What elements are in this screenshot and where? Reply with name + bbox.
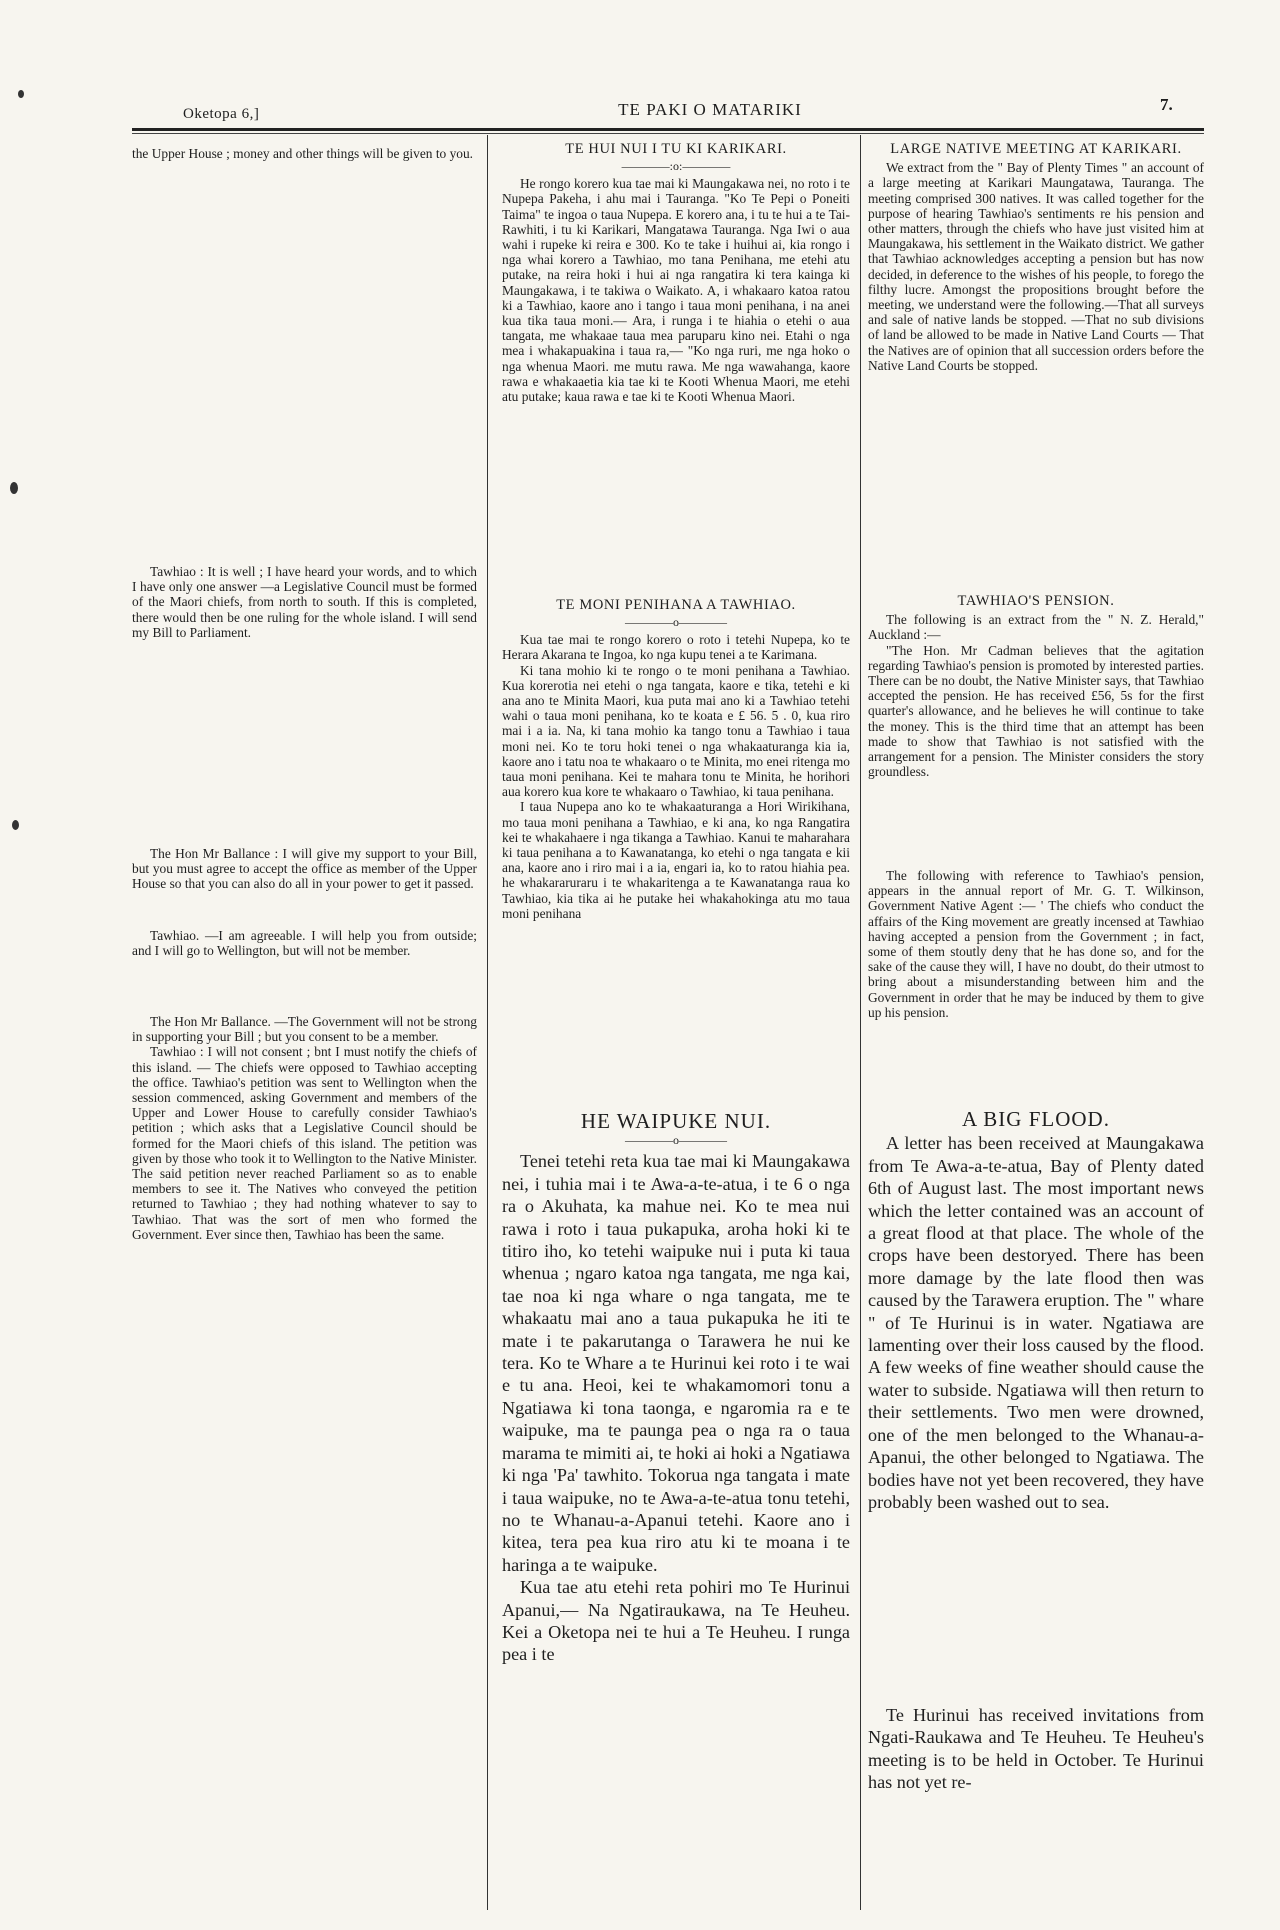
col1-paragraph: Tawhiao : I will not consent ; bnt I must notify the chiefs of this island. — The chiefs were opposed to Tawhiao accepting the office. Tawhiao's petition was sent to Wellington when the session commenced, asking Government and members of the Upper and Lower House to carefully consider Tawhiao's petition ; which asks that a Legislative Council should be formed for the Maori chiefs of this island. The petition was given by those who took it to Wellington to the Native Minister. The said petition never reached Parliament so as to enable members to see it. The Natives who conveyed the petition returned to Tawhiao ; they had nothing whatever to say to Tawhiao. That was the sort of men who formed the Government. Ever since then, Tawhiao has been the same. (132, 1044, 477, 1242)
article-heading: TE HUI NUI I TU KI KARIKARI. (565, 141, 787, 157)
col3-paragraph: "The Hon. Mr Cadman believes that the agitation regarding Tawhiao's pension is promoted by interested parties. There can be no doubt, the Native Minister says, that Tawhiao accepted the pension. He has received £56, 5s for the first quarter's allowance, and he believes he will continue to take the money. This is the third time that an attempt has been made to show that Tawhiao is not satisfied with the arrangement for a pension. The Minister considers the story groundless. (868, 642, 1204, 780)
margin-speck (12, 820, 19, 830)
ornament-rule: ————o———— (625, 1133, 727, 1148)
margin-speck (18, 90, 24, 98)
column-divider-2 (860, 135, 861, 1910)
col3-paragraph: We extract from the " Bay of Plenty Times " an account of a large meeting at Karikari Maungatawa, Tauranga. The meeting comprised 300 natives. It was called together for the purpose of hearing Tawhiao's sentiments re his pension and other matters, through the chiefs who have just visited him at Maungakawa, his settlement in the Waikato district. We gather that Tawhiao acknowledges accepting a pension but has now decided, in deference to the wishes of his people, to forego the filthy lucre. Amongst the propositions brought before the meeting, we understand were the following.—That all surveys and sale of native lands be stopped. —That no sub divisions of land be allowed to be made in Native Land Courts — That the Natives are of opinion that all succession orders before the Native Land Courts be stopped. (868, 160, 1204, 373)
ornament-rule: ————o———— (625, 615, 727, 630)
masthead-title: TE PAKI O MATARIKI (618, 100, 802, 119)
margin-speck (10, 482, 18, 494)
page-date: Oketopa 6,] (183, 106, 260, 122)
col3-paragraph: The following is an extract from the " N. Z. Herald," Auckland :— (868, 612, 1204, 643)
article-heading: TAWHIAO'S PENSION. (957, 593, 1115, 609)
article-heading: TE MONI PENIHANA A TAWHIAO. (556, 597, 796, 613)
column-3 (868, 142, 1204, 1912)
column-1 (132, 146, 477, 1906)
col3-paragraph: The following with reference to Tawhiao's pension, appears in the annual report of Mr. G. T. Wilkinson, Government Native Agent :— ' The chiefs who conduct the affairs of the King movement are greatly incensed at Tawhiao having accepted a pension from the Government ; in fact, some of them stoutly deny that he has done so, and for the sake of the cause they will, I have no doubt, do their utmost to bring about a misunderstanding between him and the Government in order that he may be induced by them to give up his pension. (868, 868, 1204, 1020)
col2-paragraph: Kua tae atu etehi reta pohiri mo Te Hurinui Apanui,— Na Ngatiraukawa, na Te Heuheu. Kei a Oketopa nei te hui a Te Heuheu. I runga pea i te (502, 1577, 850, 1665)
col1-paragraph: Tawhiao : It is well ; I have heard your words, and to which I have only one answer —a Legislative Council must be formed of the Maori chiefs, from north to south. If this is completed, there would then be one ruling for the whole island. I will send my Bill to Parliament. (132, 564, 477, 640)
col3-paragraph: Te Hurinui has received invitations from Ngati-Raukawa and Te Heuheu. Te Heuheu's meeting is to be held in October. Te Hurinui has not yet re- (868, 1705, 1204, 1793)
col3-paragraph: A letter has been received at Maungakawa from Te Awa-a-te-atua, Bay of Plenty dated 6th of August last. The most important news which the letter contained was an account of a great flood at that place. The whole of the crops have been destoryed. There has been more damage by the late flood then was caused by the Tarawera eruption. The " whare " of Te Hurinui is in water. Ngatiawa are lamenting over their loss caused by the flood. A few weeks of fine weather should cause the water to subside. Ngatiawa will then return to their settlements. Two men were drowned, one of the men belonged to the Whanau-a-Apanui, the other belonged to Ngatiawa. The bodies have not yet been recovered, they have probably been washed out to sea. (868, 1133, 1204, 1512)
page-number: 7. (1160, 95, 1173, 114)
article-heading: LARGE NATIVE MEETING AT KARIKARI. (890, 141, 1182, 157)
col2-paragraph: He rongo korero kua tae mai ki Maungakawa nei, no roto i te Nupepa Pakeha, i ahu mai i Tauranga. "Ko Te Pepi o Poneiti Taima" te ingoa o taua Nupepa. E korero ana, i tu te hui a te Tai-Rawhiti, i tu ki Karikari, Mangatawa Tauranga. Nga Iwi o aua wahi i rupeke ki reira e 300. Ko te take i huihui ai, kia rongo i nga whai korero a Tawhiao, mo tana Penihana, me etehi atu putake, na reira hoki i hui ai nga rangatira ki tera kainga ki Maungakawa, i te takiwa o Waikato. A, i whakaaro katoa ratou ki a Tawhiao, kaore ano i tango i taua moni penihana, i na anei kua tika taua moni.— Ara, i runga i te hiahia o etehi o aua tangata, me whakaae taua mea paruparu kino nei. Etahi o nga mea i whakapuakina i taua ra,— "Ko nga ruri, me nga hoko o nga whenua Maori. me mutu rawa. Me nga wawahanga, kaore rawa e whakaaetia kia tae ki te Kooti Whenua Maori, me etehi atu putake; kaua rawa e tae ki te Kooti Whenua Maori. (502, 176, 850, 405)
article-heading: A BIG FLOOD. (962, 1107, 1110, 1131)
header-rule (132, 128, 1204, 131)
ornament-rule: ————:o:———— (621, 159, 731, 174)
column-2 (502, 142, 850, 1912)
col2-paragraph: Kua tae mai te rongo korero o roto i tetehi Nupepa, ko te Herara Akarana te Ingoa, ko nga kupu tenei a te Karimana. (502, 632, 850, 663)
col2-paragraph: Tenei tetehi reta kua tae mai ki Maungakawa nei, i tuhia mai i te Awa-a-te-atua, i te 6 o nga ra o Akuhata, ka mahue nei. Ko te mea nui rawa i roto i taua pukapuka, aroha hoki ki te titiro iho, ko tetehi waipuke nui i puta ki taua whenua ; ngaro katoa nga tangata, me nga kai, tae noa ki nga whare o nga tangata, me te whakaatu mai ano a taua pukapuka he iti te mate i te pakarutanga o Tarawera he nui ke tera. Ko te Whare a te Hurinui kei roto i te wai e tu ana. Heoi, kei te whakamomori tonu a Ngatiawa ki tona taonga, e ngaromia ra e te waipuke, ma te paunga pea o nga ra o taua marama te mimiti ai, te hoki ai hoki a Ngatiawa ki nga 'Pa' tawhito. Tokorua nga tangata i mate i taua waipuke, no te Awa-a-te-atua tonu tetehi, no te Whanau-a-Apanui tetehi. Kaore ano i kitea, tera pea kua riro atu ki te moana i te haringa a te waipuke. (502, 1151, 850, 1575)
col2-paragraph: I taua Nupepa ano ko te whakaaturanga a Hori Wirikihana, mo taua moni penihana a Tawhiao, e ki ana, ko nga Rangatira kei te whakahaere i nga tikanga a Tawhiao. Kanui te maharahara ki taua penihana a to Kawanatanga, ko etehi o nga tangata e kii ana, kaore ano i riro mai i a ia, engari ia, ko to ratou hiahia pea. he whakararuraru i te whakaritenga a te Kawanatanga raua ko Tawhiao, kia tika ai he putake hei whakahokinga atu mo taua moni penihana (502, 799, 850, 921)
col1-paragraph: The Hon Mr Ballance. —The Government will not be strong in supporting your Bill ; but you consent to be a member. (132, 1014, 477, 1045)
column-divider-1 (487, 135, 488, 1910)
col1-paragraph: The Hon Mr Ballance : I will give my support to your Bill, but you must agree to accept the office as member of the Upper House so that you can also do all in your power to get it passed. (132, 846, 477, 892)
header-rule-thin (132, 133, 1204, 134)
article-heading: HE WAIPUKE NUI. (580, 1109, 772, 1133)
col1-paragraph: the Upper House ; money and other things will be given to you. (132, 146, 474, 161)
col2-paragraph: Ki tana mohio ki te rongo o te moni penihana a Tawhiao. Kua korerotia nei etehi o nga tangata, kaore e tika, tetehi e ki ana ano te Minita Maori, kua puta mai ano ki a Tawhiao tetehi wahi o taua moni penihana, ko te koata e £ 56. 5 . 0, kua riro mai i a ia. Na, ki tana mohio ka tango tonu a Tawhiao i taua moni nei. Ko te toru hoki tenei o nga whakaaturanga kia ia, kaore ano i tatu noa te whakaaro o te Minita, mo enei ritenga mo taua moni penihana. Kei te mahara tonu te Minita, he horihori aua korero kua kore te whakaaro o Tawhiao, ki taua penihana. (502, 662, 850, 800)
col1-paragraph: Tawhiao. —I am agreeable. I will help you from outside; and I will go to Wellington, but will not be member. (132, 928, 477, 959)
